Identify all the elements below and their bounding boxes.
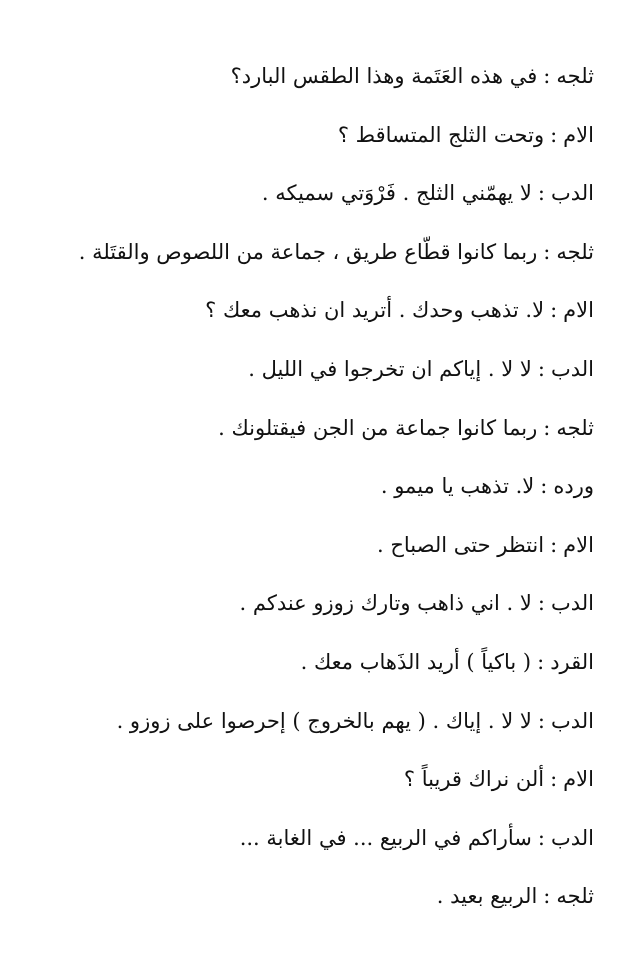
dialogue-line [40,404,594,463]
speaker-name: الدب [550,825,594,850]
dialogue-line [40,52,594,111]
speaker-name: الام [563,298,594,323]
speaker-name: ثلجه [556,415,594,440]
speaker-name: الام [563,532,594,557]
dialogue-line [40,579,594,638]
dialogue-list [40,52,594,931]
speech-text: ربما كانوا جماعة من الجن فيقتلونك . [218,415,538,440]
speaker-separator: : [537,591,545,616]
speaker-name: ثلجه [556,239,594,264]
speaker-separator: : [537,649,545,674]
dialogue-line [40,462,594,521]
speaker-name: القرد [550,649,594,674]
dialogue-line [40,286,594,345]
speech-text: لا. تذهب يا ميمو . [380,474,535,499]
speaker-separator: : [550,298,558,323]
speech-text: في هذه العَتَمة وهذا الطقس البارد؟ [230,64,538,88]
dialogue-line [40,228,594,287]
dialogue-line [40,169,594,228]
dialogue-line [40,521,594,580]
speaker-name: الدب [550,356,594,381]
dialogue-line [40,111,594,170]
speech-text: لا. تذهب وحدك . أتريد ان نذهب معك ؟ [205,298,545,323]
speaker-separator: : [550,532,558,557]
speech-text: الربيع بعيد . [436,884,538,909]
speech-text: لا يهمّني الثلج . فَرْوَتي سميكه . [261,181,532,206]
speaker-separator: : [537,708,545,733]
dialogue-line [40,697,594,756]
dialogue-line [40,345,594,404]
speech-text: ربما كانوا قطّاع طريق ، جماعة من اللصوص والقتَلة . [78,239,538,264]
dialogue-line [40,638,594,697]
dialogue-line [40,755,594,814]
speech-text: وتحت الثلج المتساقط ؟ [337,122,545,147]
speaker-separator: : [537,825,545,850]
speaker-separator: : [537,181,545,206]
speech-text: ( باكياً ) أريد الذَهاب معك . [300,649,532,674]
speaker-name: ورده [553,474,594,499]
speech-text: سأراكم في الربيع ... في الغابة ... [239,825,532,850]
speaker-name: الدب [550,181,594,206]
speech-text: لا لا . إياكم ان تخرجوا في الليل . [248,356,532,381]
dialogue-line [40,872,594,931]
speaker-name: ثلجه [556,884,594,909]
speaker-name: الدب [550,591,594,616]
speaker-separator: : [543,415,551,440]
speech-text: لا لا . إياك . ( يهم بالخروج ) إحرصوا على زوزو . [116,708,532,733]
speaker-separator: : [543,239,551,264]
speaker-name: ثلجه [556,64,594,88]
speaker-name: الدب [550,708,594,733]
speaker-name: الام [563,767,594,792]
speech-text: انتظر حتى الصباح . [377,532,545,557]
speaker-separator: : [540,474,548,499]
dialogue-line [40,814,594,873]
speech-text: لا . اني ذاهب وتارك زوزو عندكم . [239,591,532,616]
speech-text: ألن نراك قريباً ؟ [403,767,545,792]
speaker-separator: : [543,64,551,88]
speaker-separator: : [550,767,558,792]
speaker-name: الام [563,122,594,147]
speaker-separator: : [550,122,558,147]
speaker-separator: : [543,884,551,909]
speaker-separator: : [537,356,545,381]
